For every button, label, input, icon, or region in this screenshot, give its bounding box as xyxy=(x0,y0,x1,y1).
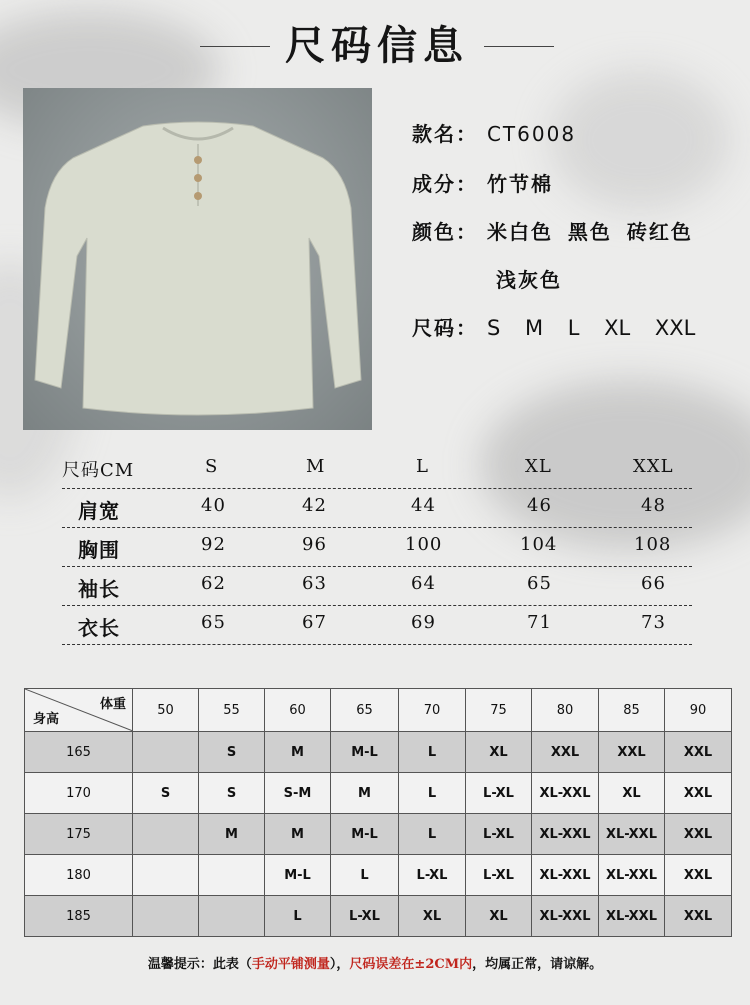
height-cell: 180 xyxy=(25,855,133,896)
table-row xyxy=(25,896,732,937)
title-divider-left xyxy=(200,46,270,47)
page-title: 尺码信息 xyxy=(285,22,469,69)
measurement-header-size: L xyxy=(416,456,429,477)
note-highlight-tolerance: 尺码误差在±2CM内 xyxy=(349,957,473,972)
size-cell xyxy=(133,855,199,896)
size-cell: S-M xyxy=(265,773,331,814)
size-cell: M-L xyxy=(265,855,331,896)
spec-colors-line2-wrap xyxy=(496,264,562,293)
size-cell: L xyxy=(399,773,466,814)
measurement-header-size: S xyxy=(205,456,219,477)
size-cell: XL xyxy=(599,773,665,814)
measurement-value: 69 xyxy=(411,612,436,633)
measurement-row xyxy=(62,528,692,567)
measurement-value: 65 xyxy=(527,573,552,594)
weight-axis-label: 体重 xyxy=(99,697,126,712)
spec-sizes-value: S M L XL XXL xyxy=(486,316,696,340)
measurement-header-size: XL xyxy=(525,456,552,477)
spec-colors-label: 颜色： xyxy=(412,220,478,244)
measurement-row xyxy=(62,567,692,606)
measurement-value: 48 xyxy=(641,495,666,516)
size-cell xyxy=(133,732,199,773)
spec-colors-line1: 米白色 黑色 砖红色 xyxy=(486,220,693,244)
measurement-value: 66 xyxy=(641,573,666,594)
size-cell: L xyxy=(331,855,399,896)
size-cell: M xyxy=(331,773,399,814)
measurement-value: 64 xyxy=(411,573,436,594)
size-cell: M xyxy=(199,814,265,855)
measurement-row-label: 胸围 xyxy=(78,538,120,562)
height-cell: 165 xyxy=(25,732,133,773)
size-cell: XL-XXL xyxy=(532,773,599,814)
measurement-row-label: 肩宽 xyxy=(78,499,120,523)
size-cell xyxy=(199,855,265,896)
size-cell: XXL xyxy=(665,855,732,896)
size-cell: L-XL xyxy=(331,896,399,937)
size-cell: L-XL xyxy=(466,855,532,896)
note-highlight-method: 手动平铺测量 xyxy=(251,957,330,972)
measurement-header-row xyxy=(62,450,692,489)
spec-sizes-label: 尺码： xyxy=(412,316,478,340)
size-cell xyxy=(199,896,265,937)
table-row xyxy=(25,773,732,814)
measurement-value: 92 xyxy=(201,534,226,555)
weight-header: 70 xyxy=(399,689,466,732)
measurement-row-label: 衣长 xyxy=(78,616,120,640)
corner-cell xyxy=(25,689,133,732)
size-cell: L-XL xyxy=(466,773,532,814)
measurement-header-label: 尺码CM xyxy=(62,460,135,481)
spec-colors xyxy=(412,216,693,245)
height-cell: 175 xyxy=(25,814,133,855)
weight-header: 90 xyxy=(665,689,732,732)
measurement-value: 40 xyxy=(201,495,226,516)
measurement-value: 100 xyxy=(405,534,443,555)
spec-material-value: 竹节棉 xyxy=(486,172,553,196)
size-cell: L xyxy=(399,732,466,773)
measurement-value: 67 xyxy=(302,612,327,633)
size-cell: XXL xyxy=(665,896,732,937)
height-weight-table xyxy=(24,688,732,937)
measurement-value: 44 xyxy=(411,495,436,516)
size-cell: M xyxy=(265,814,331,855)
size-cell: XL-XXL xyxy=(599,814,665,855)
size-cell: L-XL xyxy=(399,855,466,896)
size-cell: L-XL xyxy=(466,814,532,855)
henley-shirt-image xyxy=(23,88,372,430)
size-cell: M xyxy=(265,732,331,773)
height-axis-label: 身高 xyxy=(33,712,60,727)
measurement-value: 108 xyxy=(634,534,672,555)
size-cell: S xyxy=(199,732,265,773)
weight-header: 80 xyxy=(532,689,599,732)
measurement-row xyxy=(62,489,692,528)
table-header-row xyxy=(25,689,732,732)
measurement-header-size: XXL xyxy=(633,456,674,477)
weight-header: 65 xyxy=(331,689,399,732)
table-row xyxy=(25,814,732,855)
measurement-value: 65 xyxy=(201,612,226,633)
title-divider-right xyxy=(484,46,554,47)
height-cell: 170 xyxy=(25,773,133,814)
measurement-header-size: M xyxy=(306,456,326,477)
note-text: ，均属正常，请谅解。 xyxy=(472,957,603,972)
size-cell: XL-XXL xyxy=(532,814,599,855)
measurement-value: 42 xyxy=(302,495,327,516)
note-text: 温馨提示：此表（ xyxy=(147,957,252,972)
size-cell: XXL xyxy=(665,773,732,814)
measurement-value: 46 xyxy=(527,495,552,516)
measurement-value: 73 xyxy=(641,612,666,633)
measurement-value: 62 xyxy=(201,573,226,594)
spec-model-label: 款名： xyxy=(412,122,478,146)
weight-header: 75 xyxy=(466,689,532,732)
size-cell: XL-XXL xyxy=(599,896,665,937)
size-cell: XXL xyxy=(599,732,665,773)
size-cell: XXL xyxy=(665,814,732,855)
note-text: ）， xyxy=(329,957,350,972)
size-cell: XXL xyxy=(665,732,732,773)
size-cell: M-L xyxy=(331,814,399,855)
table-row xyxy=(25,855,732,896)
size-cell: L xyxy=(399,814,466,855)
spec-material-label: 成分： xyxy=(412,172,478,196)
size-cell: XL xyxy=(466,896,532,937)
size-cell: L xyxy=(265,896,331,937)
measurement-value: 71 xyxy=(527,612,552,633)
height-cell: 185 xyxy=(25,896,133,937)
size-cell: M-L xyxy=(331,732,399,773)
size-cell: XXL xyxy=(532,732,599,773)
measurement-table xyxy=(62,450,692,645)
title-area xyxy=(0,8,750,78)
size-cell: XL xyxy=(466,732,532,773)
spec-model xyxy=(412,118,576,147)
product-photo xyxy=(23,88,372,430)
measurement-row-label: 袖长 xyxy=(78,577,120,601)
size-cell: S xyxy=(133,773,199,814)
spec-material xyxy=(412,168,553,197)
size-cell: XL-XXL xyxy=(532,896,599,937)
footer-note xyxy=(0,953,750,972)
spec-colors-line2: 浅灰色 xyxy=(496,268,562,292)
weight-header: 85 xyxy=(599,689,665,732)
size-cell: XL-XXL xyxy=(532,855,599,896)
size-cell xyxy=(133,896,199,937)
weight-header: 55 xyxy=(199,689,265,732)
spec-sizes xyxy=(412,312,695,341)
spec-model-value: CT6008 xyxy=(486,122,577,146)
measurement-value: 96 xyxy=(302,534,327,555)
size-cell: XL xyxy=(399,896,466,937)
table-row xyxy=(25,732,732,773)
measurement-value: 63 xyxy=(302,573,327,594)
weight-header: 60 xyxy=(265,689,331,732)
weight-header: 50 xyxy=(133,689,199,732)
measurement-value: 104 xyxy=(520,534,558,555)
size-cell: S xyxy=(199,773,265,814)
size-cell: XL-XXL xyxy=(599,855,665,896)
size-cell xyxy=(133,814,199,855)
measurement-row xyxy=(62,606,692,645)
